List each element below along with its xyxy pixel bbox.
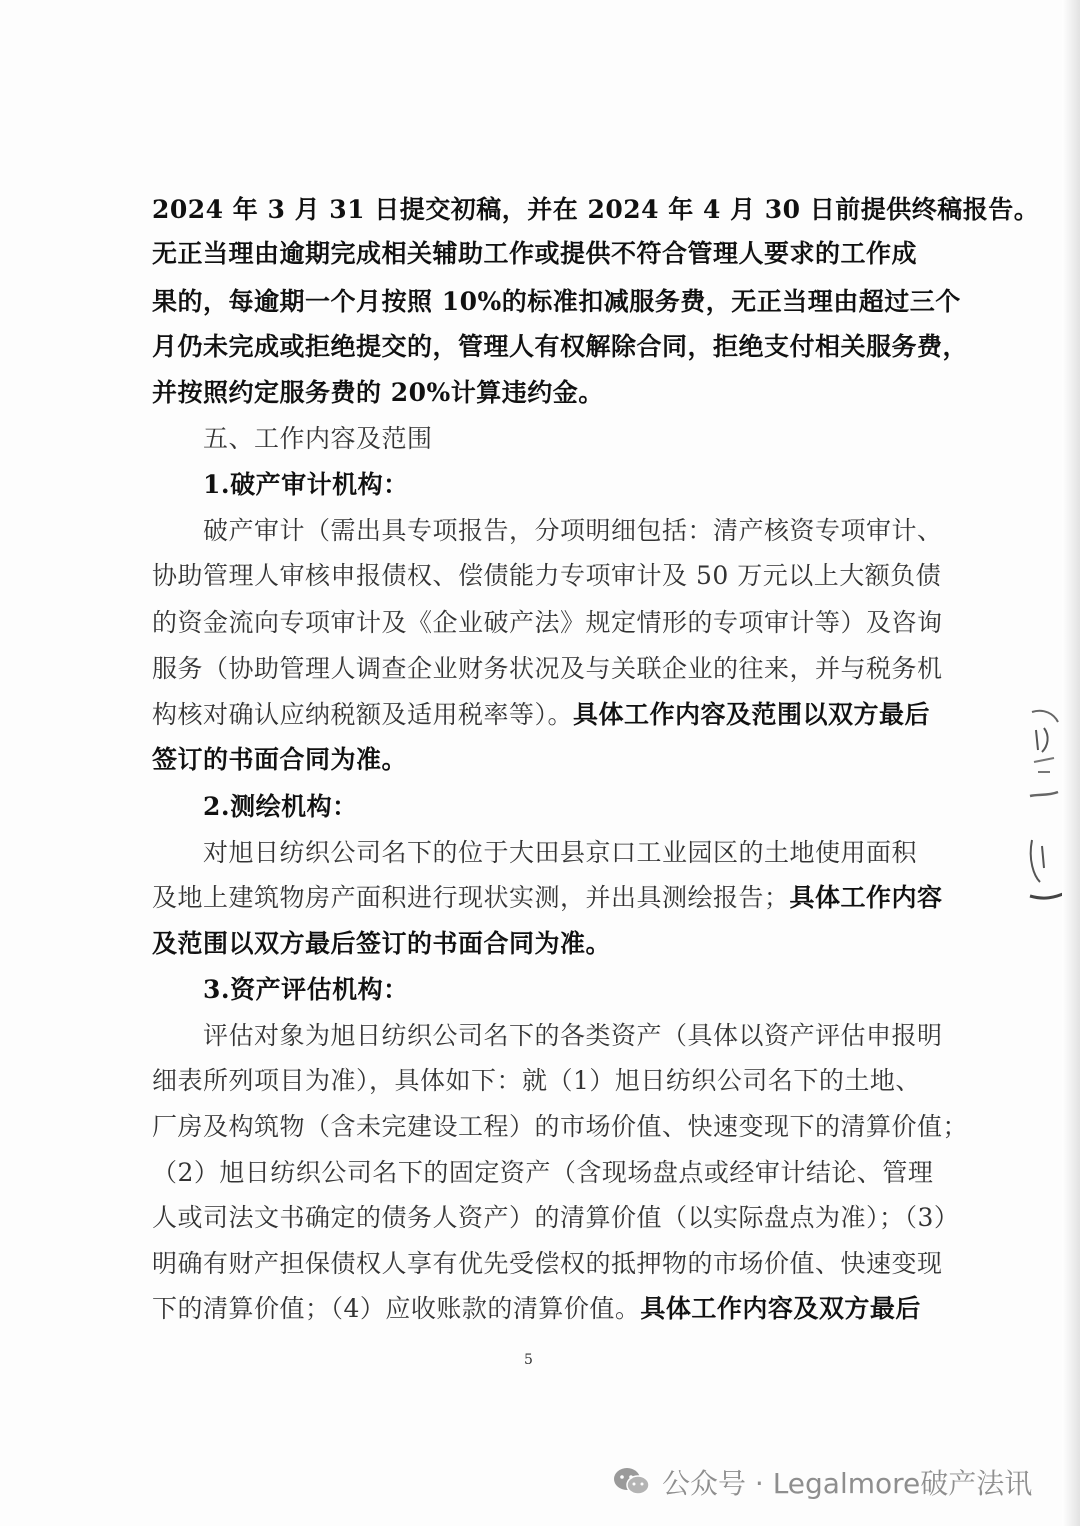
text-segment-bold: 具体工作内容及范围以双方最后 [573, 700, 931, 729]
text-segment: 人或司法文书确定的债务人资产）的清算价值（以实际盘点为准）；（3） [152, 1203, 960, 1232]
text-segment: 及范围以双方最后签订的书面合同为准。 [152, 929, 612, 958]
text-line [152, 237, 922, 271]
text-line [152, 1110, 969, 1144]
subsection-heading [203, 973, 923, 1007]
text-segment: 1.破产审计机构： [203, 470, 409, 499]
text-segment: 月仍未完成或拒绝提交的，管理人有权解除合同，拒绝支付相关服务费， [152, 332, 969, 361]
wechat-icon [612, 1465, 652, 1499]
text-segment: 2024 年 3 月 31 日提交初稿，并在 2024 年 4 月 30 日前提供终稿报告。 [152, 195, 1040, 224]
text-line [203, 514, 943, 548]
text-segment: 服务（协助管理人调查企业财务状况及与关联企业的往来，并与税务机 [152, 654, 943, 683]
text-segment: 构核对确认应纳税额及适用税率等）。 [152, 700, 574, 729]
text-segment: 2.测绘机构： [203, 792, 358, 821]
text-segment: 破产审计（需出具专项报告，分项明细包括：清产核资专项审计、 [203, 516, 943, 545]
text-line [152, 1064, 922, 1098]
text-line [152, 1292, 922, 1326]
text-line [152, 285, 961, 319]
text-line [152, 743, 922, 777]
text-line [152, 1201, 960, 1235]
text-line [152, 1156, 934, 1190]
text-line [152, 330, 969, 364]
text-segment-bold: 具体工作内容 [789, 883, 943, 912]
text-line [152, 652, 943, 686]
subsection-heading [203, 790, 923, 824]
text-line [203, 836, 923, 870]
text-segment: 明确有财产担保债权人享有优先受偿权的抵押物的市场价值、快速变现 [152, 1249, 943, 1278]
text-segment: 签订的书面合同为准。 [152, 745, 408, 774]
text-segment: 及地上建筑物房产面积进行现状实测，并出具测绘报告； [152, 883, 790, 912]
section-heading [203, 422, 923, 456]
watermark-text: 公众号 · Legalmore破产法讯 [662, 1467, 1033, 1500]
text-segment: 无正当理由逾期完成相关辅助工作或提供不符合管理人要求的工作成 [152, 239, 918, 268]
text-line [152, 606, 943, 640]
text-line [152, 559, 942, 593]
watermark [612, 1456, 1032, 1508]
text-line [152, 193, 1040, 227]
text-segment: 并按照约定服务费的 20%计算违约金。 [152, 378, 604, 407]
text-line [152, 927, 922, 961]
page-edge-shadow [1062, 0, 1080, 1526]
text-segment: 对旭日纺织公司名下的位于大田县京口工业园区的土地使用面积 [203, 838, 918, 867]
text-line [152, 376, 922, 410]
text-line [152, 698, 931, 732]
text-segment: 细表所列项目为准），具体如下：就（1）旭日纺织公司名下的土地、 [152, 1066, 921, 1095]
text-segment: 果的，每逾期一个月按照 10%的标准扣减服务费，无正当理由超过三个 [152, 287, 961, 316]
text-segment: 厂房及构筑物（含未完建设工程）的市场价值、快速变现下的清算价值； [152, 1112, 969, 1141]
page-number: 5 [524, 1352, 533, 1368]
text-line [152, 1247, 943, 1281]
text-segment: 评估对象为旭日纺织公司名下的各类资产（具体以资产评估申报明 [203, 1021, 943, 1050]
text-line [152, 881, 943, 915]
text-segment: （2）旭日纺织公司名下的固定资产（含现场盘点或经审计结论、管理 [152, 1158, 934, 1187]
text-segment: 的资金流向专项审计及《企业破产法》规定情形的专项审计等）及咨询 [152, 608, 943, 637]
text-segment: 五、工作内容及范围 [203, 424, 433, 453]
text-segment: 3.资产评估机构： [203, 975, 409, 1004]
text-segment: 协助管理人审核申报债权、偿债能力专项审计及 50 万元以上大额负债 [152, 561, 942, 590]
text-line [203, 1019, 943, 1053]
text-segment-bold: 具体工作内容及双方最后 [640, 1294, 921, 1323]
text-segment: 下的清算价值；（4）应收账款的清算价值。 [152, 1294, 641, 1323]
subsection-heading [203, 468, 923, 502]
